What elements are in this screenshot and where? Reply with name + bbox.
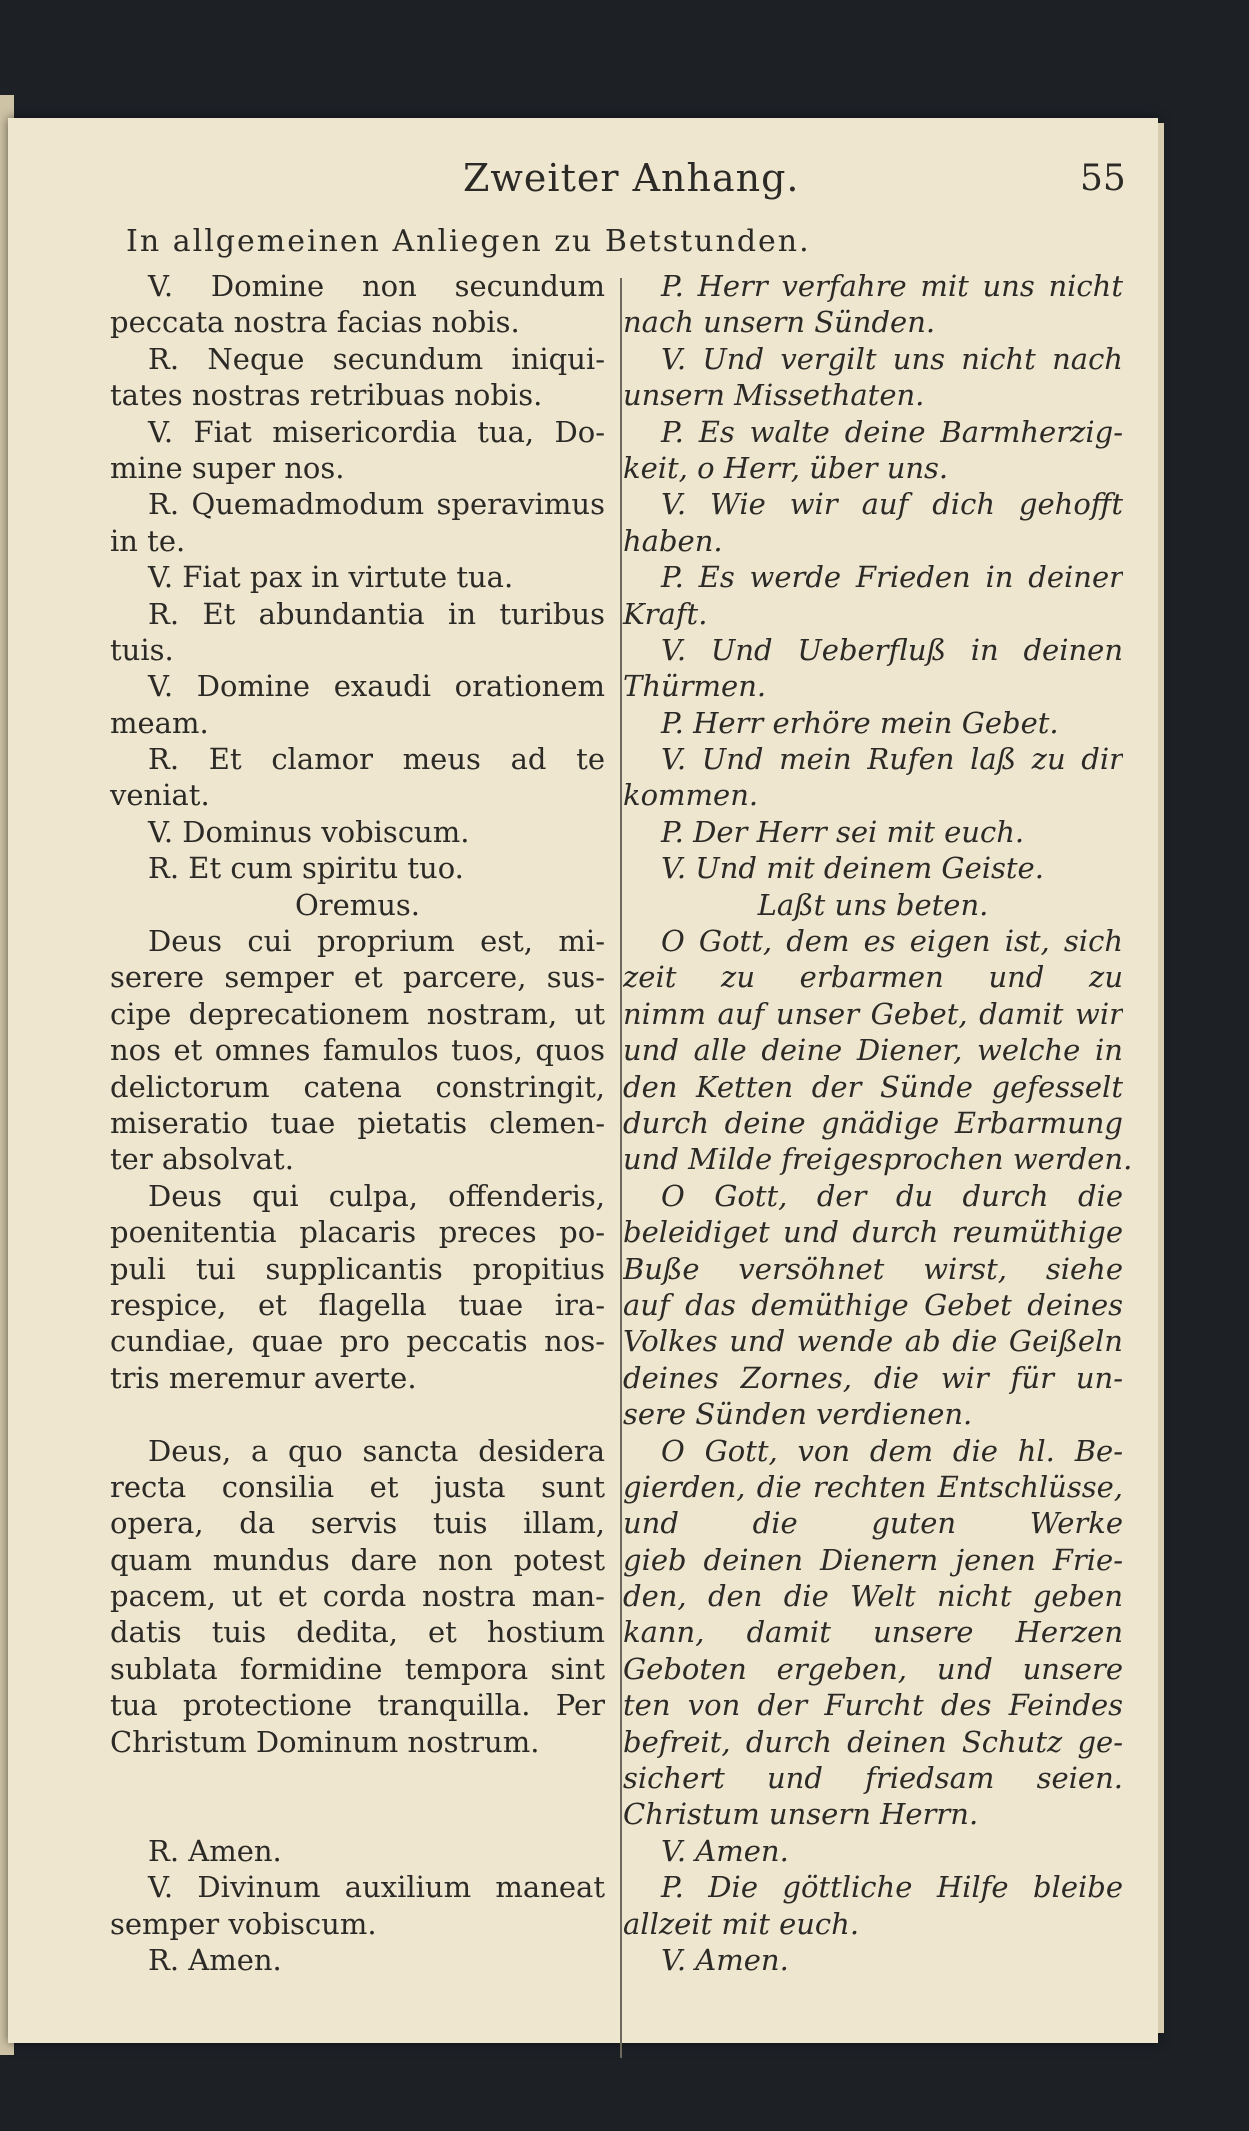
running-header: Zweiter Anhang. xyxy=(463,156,800,200)
german-text-line: O Gott, der du durch die xyxy=(661,1178,1123,1213)
german-text-line: gieb deinen Dienern jenen Frie- xyxy=(623,1542,1123,1577)
latin-text-line: V. Divinum auxilium maneat xyxy=(148,1870,605,1905)
german-text-line: auf das demüthige Gebet deines xyxy=(623,1287,1123,1322)
german-text-line: P. Herr erhöre mein Gebet. xyxy=(661,705,1059,740)
latin-text-line: cipe deprecationem nostram, ut xyxy=(110,996,605,1031)
german-text-line: O Gott, dem es eigen ist, sich xyxy=(661,924,1123,959)
latin-text-line: delictorum catena constringit, xyxy=(110,1069,605,1104)
latin-text-line: R. Amen. xyxy=(148,1833,282,1868)
german-text-line: kann, damit unsere Herzen xyxy=(623,1615,1123,1650)
german-text-line: haben. xyxy=(623,523,723,558)
latin-text-line: respice, et flagella tuae ira- xyxy=(110,1287,605,1322)
latin-text-line: R. Et cum spiritu tuo. xyxy=(148,851,464,886)
blank-line xyxy=(110,1760,605,1796)
latin-text-line: R. Et clamor meus ad te xyxy=(148,742,605,777)
german-text-line: Laßt uns beten. xyxy=(757,887,989,922)
latin-text-line: V. Fiat pax in virtute tua. xyxy=(148,560,514,595)
latin-text-line: quam mundus dare non potest xyxy=(110,1542,605,1577)
german-text-line: den, den die Welt nicht geben xyxy=(623,1579,1123,1614)
latin-text-line: mine super nos. xyxy=(110,450,345,485)
latin-text-line: Christum Dominum nostrum. xyxy=(110,1724,540,1759)
german-text-line: sere Sünden verdienen. xyxy=(623,1397,973,1432)
german-text-line: Volkes und wende ab die Geißeln xyxy=(623,1324,1123,1359)
latin-text-line: datis tuis dedita, et hostium xyxy=(110,1615,605,1650)
page-number: 55 xyxy=(1080,158,1126,199)
german-text-line: durch deine gnädige Erbarmung xyxy=(623,1105,1123,1140)
latin-text-line: cundiae, quae pro peccatis nos- xyxy=(110,1324,605,1359)
german-text-line: kommen. xyxy=(623,778,759,813)
german-text-line: und alle deine Diener, welche in xyxy=(623,1033,1123,1068)
latin-text-line: tates nostras retribuas nobis. xyxy=(110,378,543,413)
german-text-line: keit, o Herr, über uns. xyxy=(623,450,949,485)
german-text-line: V. Amen. xyxy=(661,1942,789,1977)
latin-text-line: poenitentia placaris preces po- xyxy=(110,1215,605,1250)
german-text-line: Buße versöhnet wirst, siehe xyxy=(623,1251,1123,1286)
german-text-line: und die guten Werke xyxy=(623,1506,1123,1541)
german-text-line: P. Herr verfahre mit uns nicht xyxy=(661,269,1123,303)
latin-text-line: R. Amen. xyxy=(148,1942,282,1977)
german-text-line: P. Es walte deine Barmherzig- xyxy=(661,414,1123,449)
german-text-line: und Milde freigesprochen werden. xyxy=(623,1142,1133,1177)
german-text-line: V. Und vergilt uns nicht nach xyxy=(661,341,1123,376)
latin-text-line: Deus cui proprium est, mi- xyxy=(148,924,605,959)
german-text-line: P. Es werde Frieden in deiner xyxy=(661,560,1123,595)
latin-column xyxy=(110,268,605,1978)
german-text-line: nach unsern Sünden. xyxy=(623,305,936,340)
german-text-line: beleidiget und durch reumüthige xyxy=(623,1215,1123,1250)
page-edge xyxy=(1158,123,1164,2033)
german-text-line: V. Und mein Rufen laß zu dir xyxy=(661,742,1123,777)
german-text-line: V. Und mit deinem Geiste. xyxy=(661,851,1044,886)
german-text-line: V. Und Ueberfluß in deinen xyxy=(661,632,1123,667)
latin-text-line: opera, da servis tuis illam, xyxy=(110,1506,605,1541)
latin-text-line: tris meremur averte. xyxy=(110,1360,417,1395)
german-text-line: V. Amen. xyxy=(661,1833,789,1868)
german-text-line: ten von der Furcht des Feindes xyxy=(623,1688,1123,1723)
german-text-line: sichert und friedsam seien. xyxy=(623,1761,1123,1796)
book-page xyxy=(8,118,1158,2043)
latin-text-line: V. Fiat misericordia tua, Do- xyxy=(148,414,605,449)
german-text-line: allzeit mit euch. xyxy=(623,1906,860,1941)
german-text-line: befreit, durch deinen Schutz ge- xyxy=(623,1724,1123,1759)
latin-text-line: sublata formidine tempora sint xyxy=(110,1651,605,1686)
german-text-line: Geboten ergeben, und unsere xyxy=(623,1651,1123,1686)
german-text-line: unsern Missethaten. xyxy=(623,378,925,413)
latin-text-line: meam. xyxy=(110,705,209,740)
latin-text-line: nos et omnes famulos tuos, quos xyxy=(110,1033,605,1068)
german-text-line: V. Wie wir auf dich gehofft xyxy=(661,487,1123,522)
latin-text-line: V. Dominus vobiscum. xyxy=(148,814,470,849)
latin-text-line: recta consilia et justa sunt xyxy=(110,1469,605,1504)
latin-text-line: tua protectione tranquilla. Per xyxy=(110,1688,605,1723)
latin-text-line: puli tui supplicantis propitius xyxy=(110,1251,605,1286)
latin-text-line: semper vobiscum. xyxy=(110,1906,377,1941)
latin-text-line: in te. xyxy=(110,523,186,558)
latin-text-line: R. Et abundantia in turibus xyxy=(148,596,605,631)
section-heading: In allgemeinen Anliegen zu Betstunden. xyxy=(126,224,811,259)
blank-line xyxy=(110,1396,605,1432)
latin-text-line: Oremus. xyxy=(294,887,421,922)
latin-text-line: pacem, ut et corda nostra man- xyxy=(110,1579,605,1614)
latin-text-line: Deus, a quo sancta desidera xyxy=(148,1433,605,1468)
latin-text-line: peccata nostra facias nobis. xyxy=(110,305,520,340)
german-text-line: deines Zornes, die wir für un- xyxy=(623,1360,1123,1395)
german-text-line: Thürmen. xyxy=(623,669,767,704)
german-text-line: zeit zu erbarmen und zu xyxy=(623,960,1123,995)
latin-text-line: V. Domine exaudi orationem xyxy=(148,669,605,704)
german-text-line: nimm auf unser Gebet, damit wir xyxy=(623,996,1123,1031)
german-text-line: Christum unsern Herrn. xyxy=(623,1797,979,1832)
german-text-line: Kraft. xyxy=(623,596,708,631)
latin-text-line: tuis. xyxy=(110,632,174,667)
latin-text-line: V. Domine non secundum xyxy=(148,269,605,303)
latin-text-line: ter absolvat. xyxy=(110,1142,294,1177)
latin-text-line: Deus qui culpa, offenderis, xyxy=(148,1178,605,1213)
latin-text-line: serere semper et parcere, sus- xyxy=(110,960,605,995)
german-text-line: P. Die göttliche Hilfe bleibe xyxy=(661,1870,1123,1905)
german-text-line: den Ketten der Sünde gefesselt xyxy=(623,1069,1123,1104)
latin-text-line: veniat. xyxy=(110,778,210,813)
latin-text-line: miseratio tuae pietatis clemen- xyxy=(110,1105,605,1140)
german-text-line: P. Der Herr sei mit euch. xyxy=(661,814,1025,849)
german-column xyxy=(623,268,1133,1978)
german-text-line: gierden, die rechten Entschlüsse, xyxy=(623,1469,1123,1504)
german-text-line: O Gott, von dem die hl. Be- xyxy=(661,1433,1123,1468)
latin-text-line: R. Quemadmodum speravimus xyxy=(148,487,605,522)
latin-text-line: R. Neque secundum iniqui- xyxy=(148,341,605,376)
blank-line xyxy=(110,1796,605,1832)
column-divider xyxy=(620,278,622,2058)
